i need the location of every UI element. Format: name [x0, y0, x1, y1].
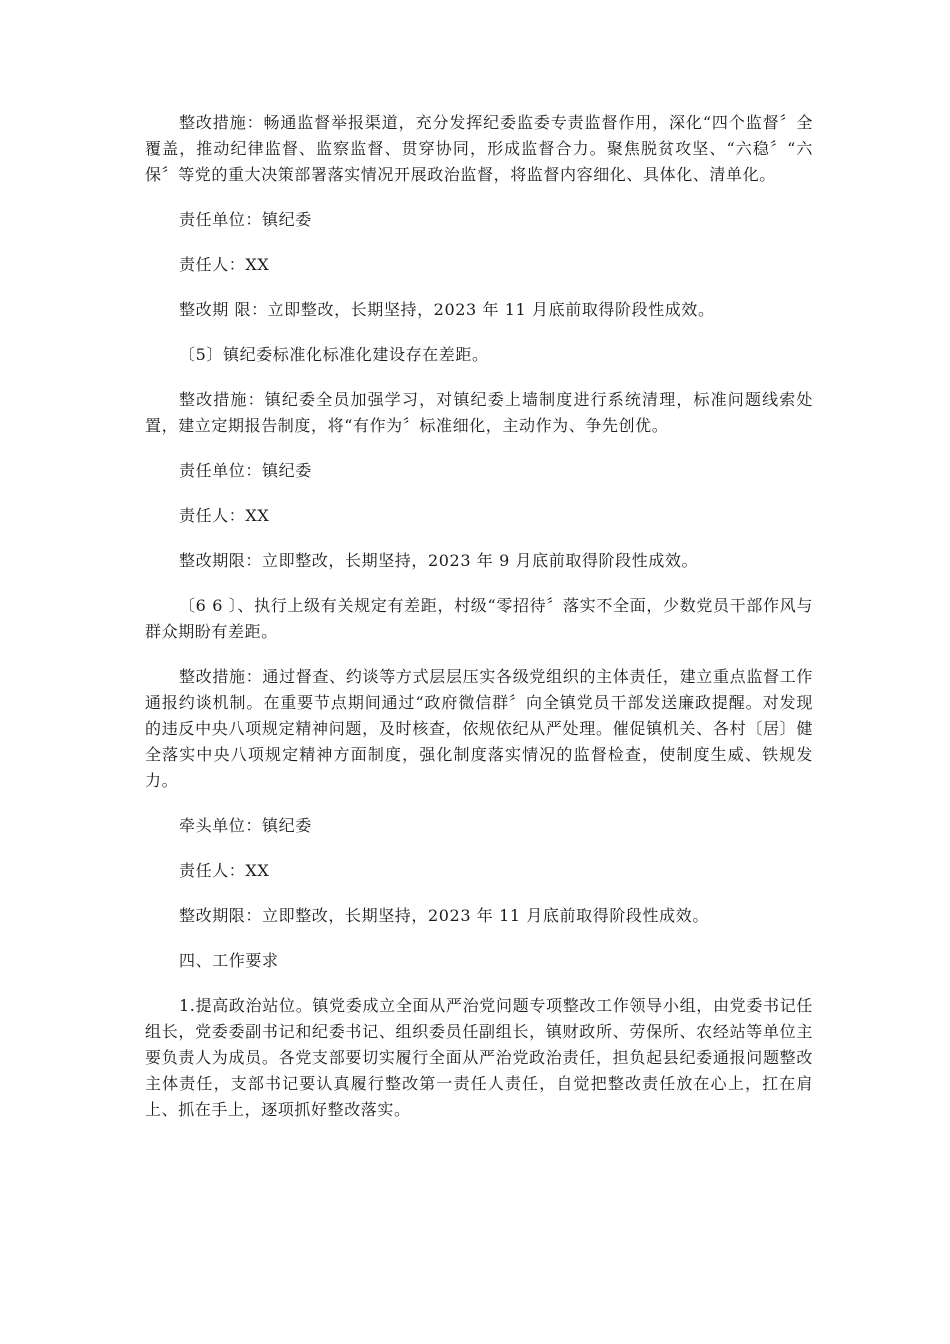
paragraph-measures-1: 整改措施：畅通监督举报渠道，充分发挥纪委监委专责监督作用，深化“四个监督〞全覆盖，推动纪律监督、监察监督、贯穿协同，形成监督合力。聚焦脱贫攻坚、“六稳〞“六保〞等党的重大决策部署落实情况开展政治监督，将监督内容细化、具体化、清单化。: [145, 113, 813, 184]
paragraph-deadline-2: 整改期限：立即整改，长期坚持，2023 年 9 月底前取得阶段性成效。: [179, 551, 699, 570]
paragraph-responsible-person-2: 责任人：XX: [179, 506, 270, 525]
paragraph-measures-3: 整改措施：通过督查、约谈等方式层层压实各级党组织的主体责任，建立重点监督工作通报约谈机制。在重要节点期间通过“政府微信群〞向全镇党员干部发送廉政提醒。对发现的违反中央八项规定精神问题，及时核查，依规依纪从严处理。催促镇机关、各村〔居〕健全落实中央八项规定精神方面制度，强化制度落实情况的监督检查，使制度生威、铁规发力。: [145, 667, 813, 790]
paragraph-issue-6: 〔6 6 〕、执行上级有关规定有差距，村级“零招待〞落实不全面，少数党员干部作风与群众期盼有差距。: [145, 596, 813, 641]
paragraph-responsible-unit-2: 责任单位：镇纪委: [179, 461, 312, 480]
document-body: [145, 110, 813, 1142]
paragraph-deadline-1: 整改期 限：立即整改，长期坚持，2023 年 11 月底前取得阶段性成效。: [179, 300, 715, 319]
paragraph-responsible-person-3: 责任人：XX: [179, 861, 270, 880]
paragraph-issue-5: 〔5〕镇纪委标准化标准化建设存在差距。: [179, 345, 489, 364]
paragraph-requirement-1: 1.提高政治站位。镇党委成立全面从严治党问题专项整改工作领导小组，由党委书记任组长，党委委副书记和纪委书记、组织委员任副组长，镇财政所、劳保所、农经站等单位主要负责人为成员。各党支部要切实履行全面从严治党政治责任，担负起县纪委通报问题整改主体责任，支部书记要认真履行整改第一责任人责任，自觉把整改责任放在心上，扛在肩上、抓在手上，逐项抓好整改落实。: [145, 996, 813, 1119]
paragraph-measures-2: 整改措施：镇纪委全员加强学习，对镇纪委上墙制度进行系统清理，标准问题线索处置，建立定期报告制度，将“有作为〞标准细化，主动作为、争先创优。: [145, 390, 813, 435]
paragraph-lead-unit-3: 牵头单位：镇纪委: [179, 816, 312, 835]
paragraph-responsible-person-1: 责任人：XX: [179, 255, 270, 274]
paragraph-deadline-3: 整改期限：立即整改，长期坚持，2023 年 11 月底前取得阶段性成效。: [179, 906, 709, 925]
paragraph-responsible-unit-1: 责任单位：镇纪委: [179, 210, 312, 229]
section-heading-work-requirements: 四、工作要求: [179, 951, 279, 970]
